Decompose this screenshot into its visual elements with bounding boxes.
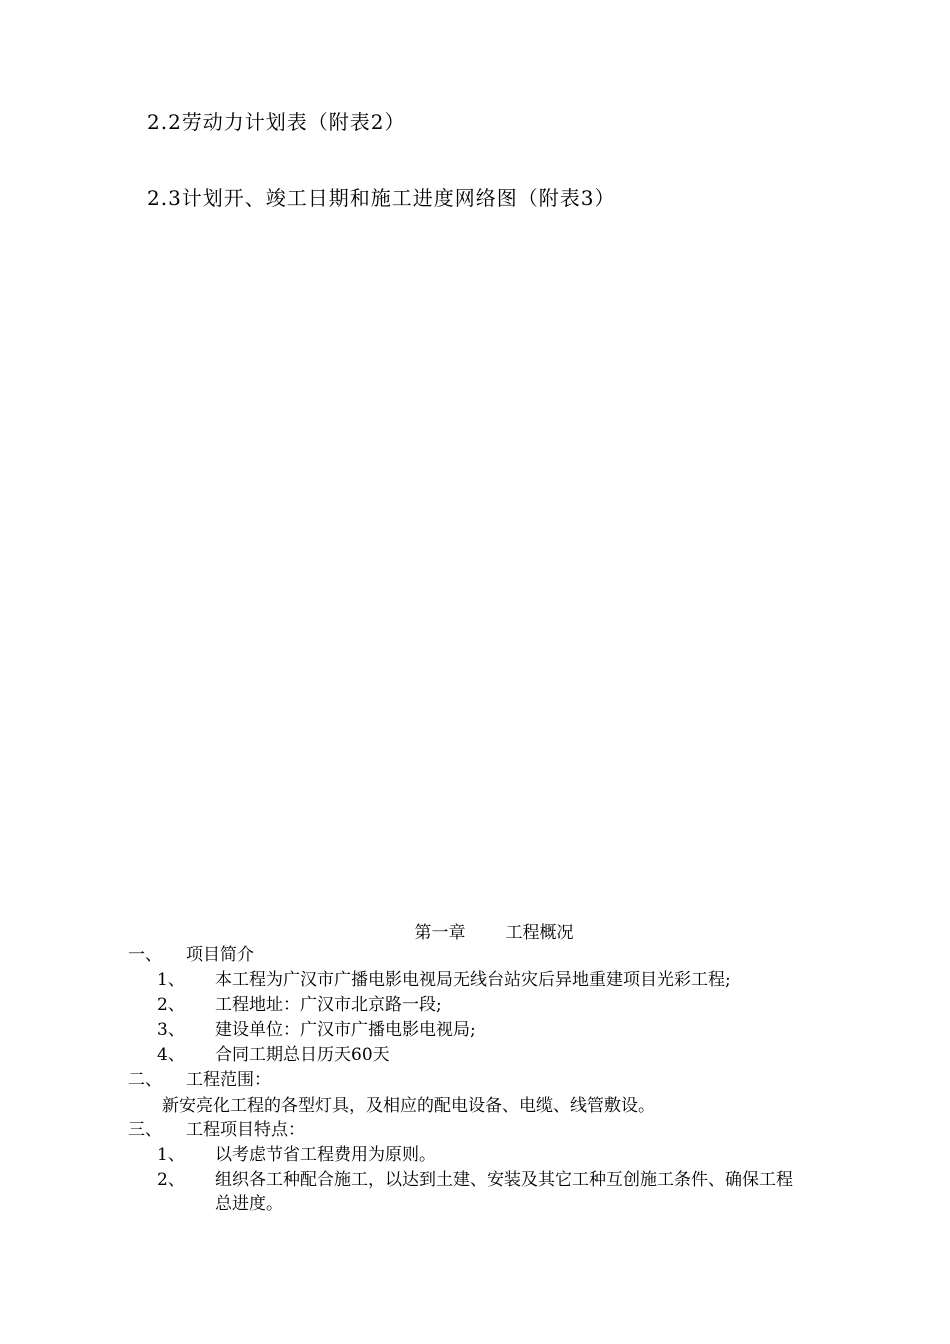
section-1-item-1-text: 本工程为广汉市广播电影电视局无线台站灾后异地重建项目光彩工程; xyxy=(215,970,731,990)
section-1-title: 项目简介 xyxy=(186,945,254,965)
section-3-item-1-number: 1、 xyxy=(157,1145,185,1165)
section-1-number: 一、 xyxy=(128,945,162,965)
chapter-heading xyxy=(0,918,950,943)
section-2-title: 工程范围： xyxy=(186,1070,271,1090)
section-3-item-2-number: 2、 xyxy=(157,1170,185,1190)
section-3-item-1-text: 以考虑节省工程费用为原则。 xyxy=(215,1145,436,1165)
chapter-title: 工程概况 xyxy=(505,923,574,943)
section-1-item-3-number: 3、 xyxy=(157,1020,185,1040)
section-3-item-2-text: 组织各工种配合施工，以达到土建、安装及其它工种互创施工条件、确保工程 xyxy=(215,1170,793,1190)
section-1-item-2-text: 工程地址：广汉市北京路一段; xyxy=(215,995,442,1015)
section-3-title: 工程项目特点： xyxy=(186,1120,305,1140)
section-3-number: 三、 xyxy=(128,1120,162,1140)
chapter-number: 第一章 xyxy=(414,923,466,943)
section-1-item-4-text: 合同工期总日历天60天 xyxy=(215,1045,390,1065)
section-3-item-2-text-continued: 总进度。 xyxy=(215,1194,283,1214)
section-2-paragraph: 新安亮化工程的各型灯具，及相应的配电设备、电缆、线管敷设。 xyxy=(162,1096,655,1116)
toc-entry-labor-plan: 2.2劳动力计划表（附表2） xyxy=(147,110,406,134)
section-1-item-2-number: 2、 xyxy=(157,995,185,1015)
section-2-number: 二、 xyxy=(128,1070,162,1090)
section-1-item-4-number: 4、 xyxy=(157,1045,185,1065)
section-1-item-3-text: 建设单位：广汉市广播电影电视局; xyxy=(215,1020,476,1040)
toc-entry-schedule-network: 2.3计划开、竣工日期和施工进度网络图（附表3） xyxy=(147,186,616,210)
section-1-item-1-number: 1、 xyxy=(157,970,185,990)
